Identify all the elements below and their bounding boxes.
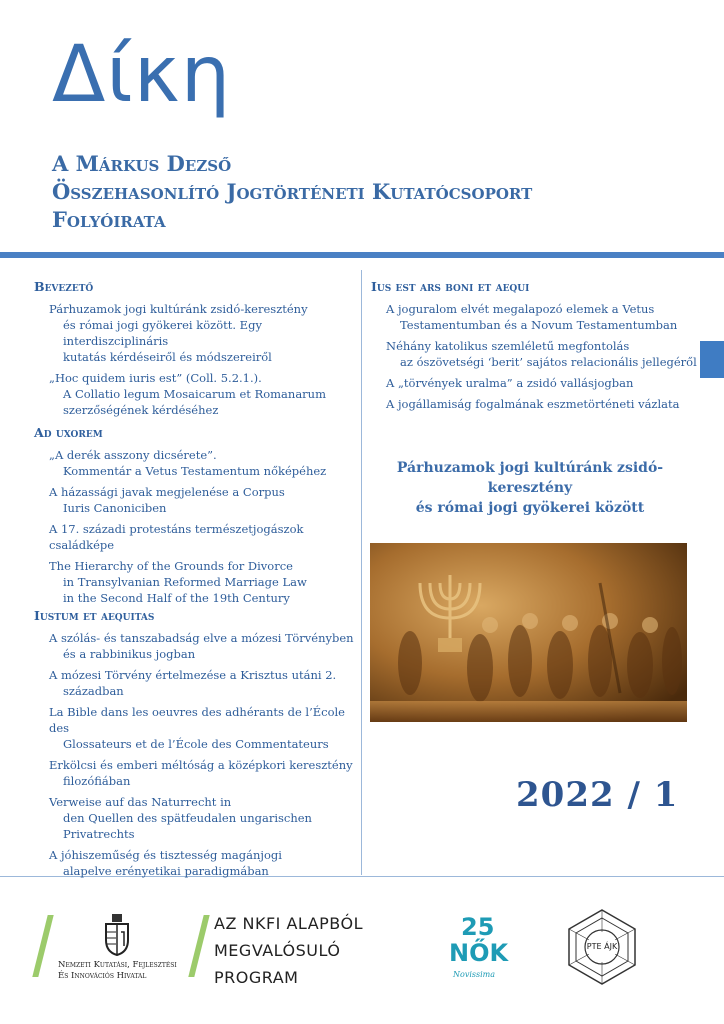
- section-ad-uxorem: [34, 425, 359, 611]
- section-title: Iustum et aequitas: [34, 608, 155, 623]
- nok-number: 25: [461, 913, 495, 941]
- toc-item[interactable]: La Bible dans les oeuvres des adhérants de l’École des Glossateurs et de l’École des Commentateurs: [49, 705, 345, 751]
- nok-25-logo: [447, 913, 509, 983]
- toc-item[interactable]: „A derék asszony dicsérete”. Kommentár a Vetus Testamentum nőképéhez: [49, 448, 327, 478]
- feature-title: Párhuzamok jogi kultúránk zsidó-keresztény és római jogi gyökerei között: [396, 460, 664, 516]
- toc-item[interactable]: A „törvények uralma” a zsidó vallásjogban: [386, 376, 634, 390]
- nkfi-program-text: AZ NKFI ALAPBÓL MEGVALÓSULÓ PROGRAM: [214, 914, 363, 987]
- section-ius-est-ars: [371, 279, 701, 417]
- journal-logo: Δίκη: [52, 30, 232, 120]
- green-slash-decoration: [188, 915, 209, 977]
- nok-label: NŐK: [449, 939, 509, 967]
- relief-image: [370, 543, 687, 722]
- menorah-relief-illustration: [370, 543, 687, 722]
- toc-item[interactable]: „Hoc quidem iuris est” (Coll. 5.2.1.). A Collatio legum Mosaicarum et Romanarum szerzőségének kérdéséhez: [49, 371, 326, 417]
- side-tab-marker: [700, 341, 724, 378]
- toc-item[interactable]: A szólás- és tanszabadság elve a mózesi Törvényben és a rabbinikus jogban: [49, 631, 354, 661]
- toc-item[interactable]: A joguralom elvét megalapozó elemek a Vetus Testamentumban és a Novum Testamentumban: [386, 302, 678, 332]
- pte-ajk-logo: [563, 908, 641, 986]
- column-divider: [361, 270, 362, 875]
- subtitle-line-1: A Márkus Dezső: [52, 151, 232, 176]
- nkfi-office-name: Nemzeti Kutatási, Fejlesztési És Innovációs Hivatal: [58, 960, 177, 981]
- header-divider: [0, 252, 724, 258]
- toc-item[interactable]: Párhuzamok jogi kultúránk zsidó-keresztény és római jogi gyökerei között. Egy interdiszciplináris kutatás kérdéseiről és módszereiről: [49, 302, 308, 364]
- pte-label: PTE ÁJK: [586, 942, 618, 951]
- section-title: Ad uxorem: [34, 425, 103, 440]
- issue-number: 2022 / 1: [516, 775, 679, 815]
- green-slash-decoration: [32, 915, 53, 977]
- hungarian-coat-of-arms-icon: [103, 914, 131, 956]
- toc-item[interactable]: The Hierarchy of the Grounds for Divorce in Transylvanian Reformed Marriage Law in the Second Half of the 19th Century: [49, 559, 307, 605]
- section-title: Ius est ars boni et aequi: [371, 279, 530, 294]
- toc-item[interactable]: A 17. századi protestáns természetjogászok családképe: [49, 522, 304, 552]
- toc-item[interactable]: Verweise auf das Naturrecht in den Quellen des spätfeudalen ungarischen Privatrechts: [49, 795, 312, 841]
- section-title: Bevezető: [34, 279, 94, 294]
- subtitle-line-3: Folyóirata: [52, 207, 166, 232]
- nok-subtitle: Novissima: [453, 970, 496, 979]
- section-bevezeto: [34, 279, 359, 423]
- subtitle-line-2: Összehasonlító Jogtörténeti Kutatócsoport: [52, 179, 533, 204]
- toc-item[interactable]: Néhány katolikus szemléletű megfontolás az ószövetségi ‘berit’ sajátos relacionális jellegéről: [386, 339, 697, 369]
- toc-item[interactable]: A jóhiszeműség és tisztesség magánjogi alapelve erényetikai paradigmában: [49, 848, 282, 878]
- toc-item[interactable]: A jogállamiság fogalmának eszmetörténeti vázlata: [386, 397, 680, 411]
- section-iustum-et-aequitas: [34, 608, 359, 884]
- journal-subtitle: [52, 150, 532, 234]
- toc-item[interactable]: A házassági javak megjelenése a Corpus Iuris Canoniciben: [49, 485, 285, 515]
- toc-item[interactable]: A mózesi Törvény értelmezése a Krisztus utáni 2. században: [49, 668, 337, 698]
- toc-item[interactable]: Erkölcsi és emberi méltóság a középkori keresztény filozófiában: [49, 758, 353, 788]
